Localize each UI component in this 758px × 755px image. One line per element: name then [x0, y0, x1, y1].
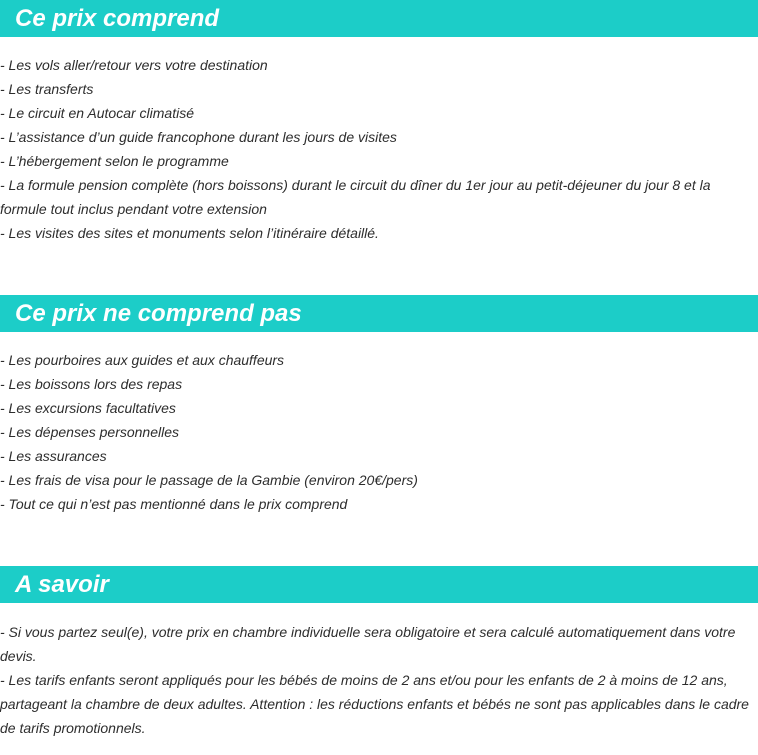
list-item: - La formule pension complète (hors boissons) durant le circuit du dîner du 1er jour au petit-déjeuner du jour 8 et la formule tout inclus pendant votre extension	[0, 177, 711, 217]
list-item: - Le circuit en Autocar climatisé	[0, 105, 194, 121]
list-item: - Les frais de visa pour le passage de la Gambie (environ 20€/pers)	[0, 472, 418, 488]
section-included	[0, 0, 758, 245]
good-to-know-list	[0, 620, 758, 740]
list-item: - Si vous partez seul(e), votre prix en chambre individuelle sera obligatoire et sera calculé automatiquement dans votre devis.	[0, 624, 736, 664]
list-item: - Tout ce qui n’est pas mentionné dans le prix comprend	[0, 496, 348, 512]
list-item: - Les transferts	[0, 81, 94, 97]
section-good-to-know	[0, 566, 758, 740]
list-item: - Les pourboires aux guides et aux chauffeurs	[0, 352, 285, 368]
included-list	[0, 53, 758, 245]
list-item: - Les vols aller/retour vers votre destination	[0, 57, 268, 73]
list-item: - Les dépenses personnelles	[0, 424, 180, 440]
list-item: - Les visites des sites et monuments selon l’itinéraire détaillé.	[0, 225, 379, 241]
section-title-included: Ce prix comprend	[0, 0, 758, 37]
list-item: - L’hébergement selon le programme	[0, 153, 229, 169]
section-title-good-to-know: A savoir	[0, 566, 758, 603]
section-title-not-included: Ce prix ne comprend pas	[0, 295, 758, 332]
list-item: - Les assurances	[0, 448, 107, 464]
list-item: - Les excursions facultatives	[0, 400, 176, 416]
not-included-list	[0, 348, 758, 516]
list-item: - Les tarifs enfants seront appliqués pour les bébés de moins de 2 ans et/ou pour les enfants de 2 à moins de 12 ans, partageant la chambre de deux adultes. Attention : les réductions enfants et bébés ne sont pas applicables dans le cadre de tarifs promotionnels.	[0, 672, 749, 736]
list-item: - Les boissons lors des repas	[0, 376, 183, 392]
list-item: - L’assistance d’un guide francophone durant les jours de visites	[0, 129, 397, 145]
section-not-included	[0, 295, 758, 516]
